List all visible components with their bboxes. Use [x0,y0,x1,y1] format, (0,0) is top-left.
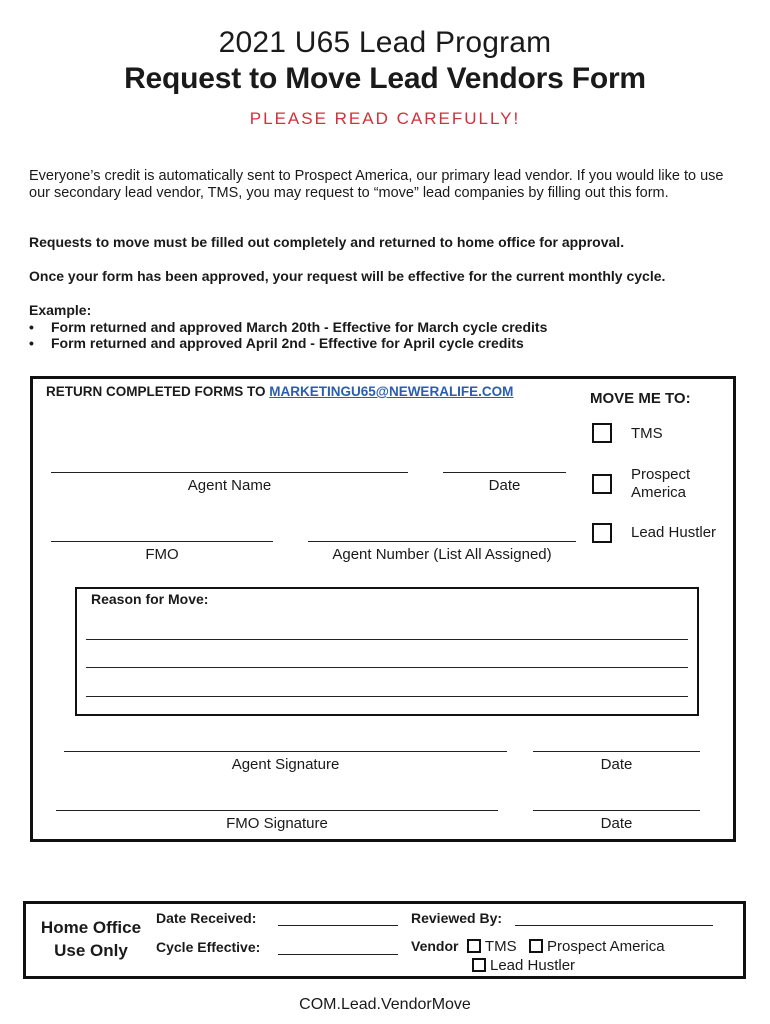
vendor-row-2 [472,957,575,975]
example-item: • Form returned and approved April 2nd - Effective for April cycle credits [29,335,547,352]
page-title: 2021 U65 Lead Program [218,26,552,59]
return-email-link[interactable]: MARKETINGU65@NEWERALIFE.COM [269,384,514,399]
date-received-field[interactable] [278,925,398,926]
prospect-america-checkbox[interactable] [592,474,612,494]
agent-signature-label: Agent Signature [231,756,340,773]
vendor-tms-label: TMS [484,938,517,955]
vendor-lead-hustler-checkbox[interactable] [472,958,486,972]
cycle-effective-field[interactable] [278,954,398,955]
fmo-field[interactable] [51,541,273,542]
fmo-signature-field[interactable] [56,810,498,811]
agent-number-label: Agent Number (List All Assigned) [332,546,552,563]
return-instructions: RETURN COMPLETED FORMS TO MARKETINGU65@NEWERALIFE.COM [46,384,514,399]
form-title: Request to Move Lead Vendors Form [124,62,646,95]
agent-name-field[interactable] [51,472,408,473]
vendor-tms-checkbox[interactable] [467,939,481,953]
warning-text: PLEASE READ CAREFULLY! [249,109,521,128]
date-field[interactable] [443,472,566,473]
intro-paragraph: Everyone’s credit is automatically sent to Prospect America, our primary lead vendor. If you would like to use our secondary lead vendor, TMS, you may request to “move” lead companies by filling out this form. [29,168,724,201]
prospect-america-option-label: Prospect America [631,466,691,501]
reviewed-by-label: Reviewed By: [411,910,503,926]
date-received-label: Date Received: [156,910,257,926]
home-office-title: Home Office Use Only [40,918,142,960]
example-heading: Example: [29,302,92,318]
agent-number-field[interactable] [308,541,576,542]
tms-option-label: TMS [631,425,663,442]
lead-hustler-option-label: Lead Hustler [631,524,717,541]
rule-effective: Once your form has been approved, your request will be effective for the current monthly cycle. [29,268,666,284]
vendor-label: Vendor [411,938,459,954]
agent-signature-date-label: Date [600,756,633,773]
example-block [29,302,547,352]
form-code: COM.Lead.VendorMove [299,996,471,1013]
fmo-signature-date-field[interactable] [533,810,700,811]
vendor-prospect-america-label: Prospect America [547,938,665,955]
example-item: • Form returned and approved March 20th - Effective for March cycle credits [29,319,547,336]
agent-name-label: Agent Name [187,477,272,494]
rule-approval: Requests to move must be filled out completely and returned to home office for approval. [29,234,625,250]
vendor-row [411,938,665,956]
reason-label: Reason for Move: [91,591,209,607]
cycle-effective-label: Cycle Effective: [156,939,261,955]
reason-line[interactable] [86,667,688,668]
fmo-signature-label: FMO Signature [226,815,328,832]
reviewed-by-field[interactable] [515,925,713,926]
vendor-lead-hustler-label: Lead Hustler [490,957,576,974]
reason-line[interactable] [86,696,688,697]
move-me-to-label: MOVE ME TO: [590,390,691,407]
agent-signature-date-field[interactable] [533,751,700,752]
fmo-label: FMO [145,546,179,563]
vendor-prospect-america-checkbox[interactable] [529,939,543,953]
tms-checkbox[interactable] [592,423,612,443]
reason-line[interactable] [86,639,688,640]
date-label: Date [488,477,521,494]
agent-signature-field[interactable] [64,751,507,752]
fmo-signature-date-label: Date [600,815,633,832]
lead-hustler-checkbox[interactable] [592,523,612,543]
